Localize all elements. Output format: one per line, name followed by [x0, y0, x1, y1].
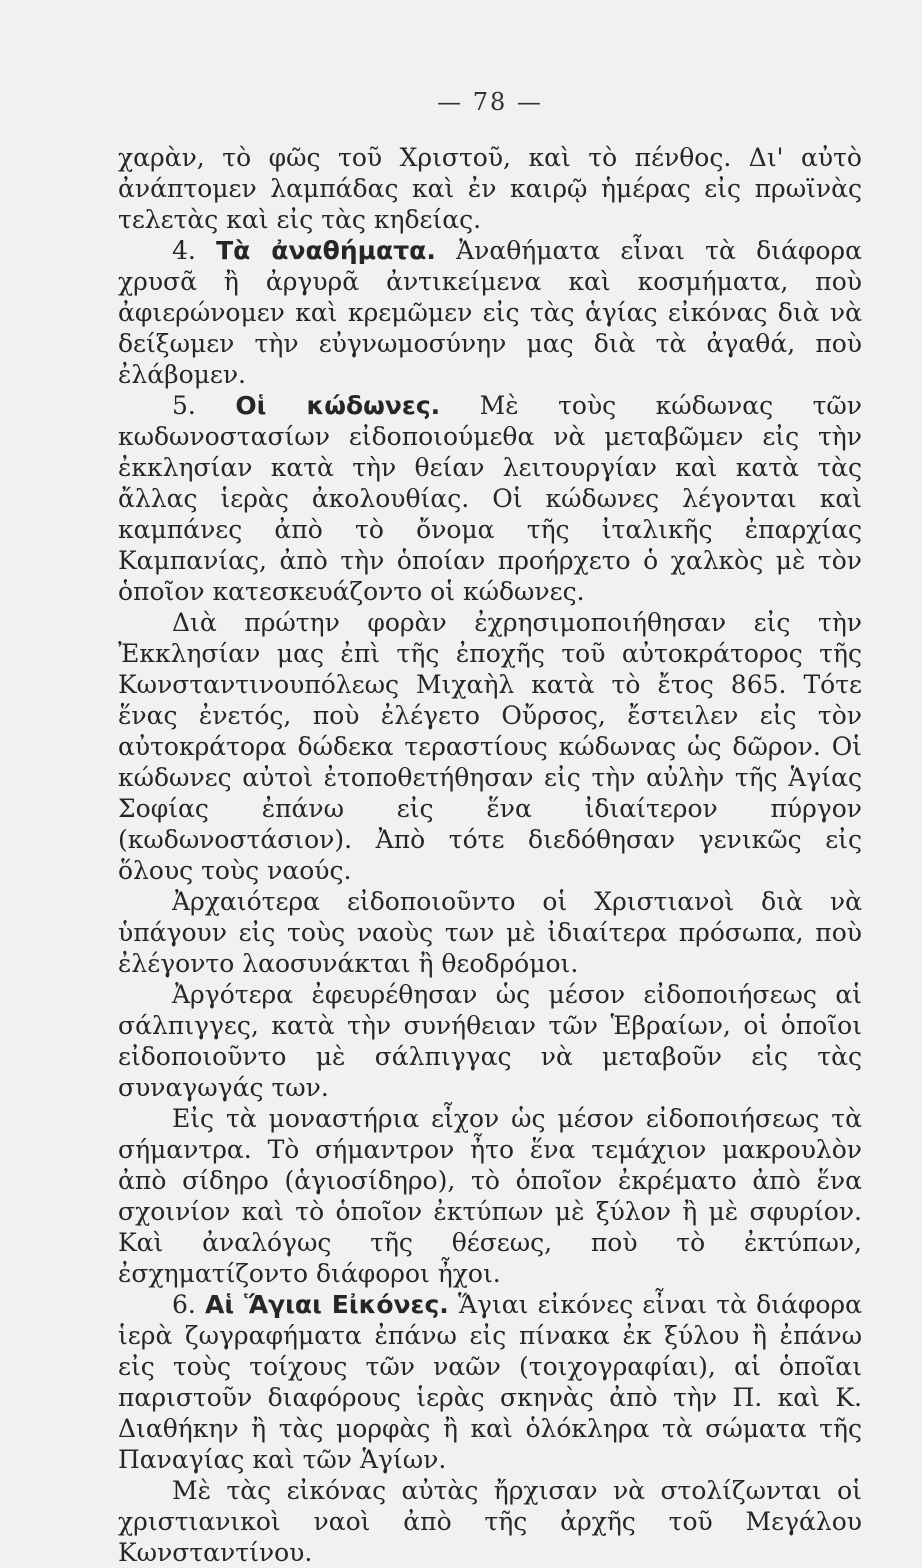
page-number: — 78 —	[437, 88, 543, 116]
paragraph-text: Διὰ πρώτην φορὰν ἐχρησιμοποιήθησαν εἰς τὴν Ἐκκλησίαν μας ἐπὶ τῆς ἐποχῆς τοῦ αὐτοκράτορος τῆς Κωνσταντινουπόλεως Μιχαὴλ κατὰ τὸ ἔτος 865. Τότε ἕνας ἐνετός, ποὺ ἐλέγετο Οὔρσος, ἔστειλεν εἰς τὸν αὐτοκράτορα δώδεκα τεραστίους κώδωνας ὡς δῶρον. Οἱ κώδωνες αὐτοὶ ἐτοποθετήθησαν εἰς τὴν αὐλὴν τῆς Ἁγίας Σοφίας ἐπάνω εἰς ἕνα ἰδιαίτερον πύργον (κωδωνοστάσιον). Ἀπὸ τότε διεδόθησαν γενικῶς εἰς ὅλους τοὺς ναούς.	[118, 608, 862, 885]
paragraph-text: χαρὰν, τὸ φῶς τοῦ Χριστοῦ, καὶ τὸ πένθος. Δι' αὐτὸ ἀνάπτομεν λαμπάδας καὶ ἐν καιρῷ ἡμέρας εἰς πρωϊνὰς τελετὰς καὶ εἰς τὰς κηδείας.	[118, 143, 862, 234]
body-text	[118, 142, 862, 1568]
paragraph-text: Ἀργότερα ἐφευρέθησαν ὡς μέσον εἰδοποιήσεως αἱ σάλπιγγες, κατὰ τὴν συνήθειαν τῶν Ἑβραίων, οἱ ὁποῖοι εἰδοποιοῦντο μὲ σάλπιγγας νὰ μεταβοῦν εἰς τὰς συναγωγάς των.	[118, 980, 862, 1102]
section-number: 4.	[172, 236, 196, 265]
section-title: Τὰ ἀναθήματα.	[216, 236, 436, 265]
paragraph-text: Μὲ τοὺς κώδωνας τῶν κωδωνοστασίων εἰδοποιούμεθα νὰ μεταβῶμεν εἰς τὴν ἐκκλησίαν κατὰ τὴν θείαν λειτουργίαν καὶ κατὰ τὰς ἄλλας ἱερὰς ἀκολουθίας. Οἱ κώδωνες λέγονται καὶ καμπάνες ἀπὸ τὸ ὄνομα τῆς ἰταλικῆς ἐπαρχίας Καμπανίας, ἀπὸ τὴν ὁποίαν προήρχετο ὁ χαλκὸς μὲ τὸν ὁποῖον κατεσκευάζοντο οἱ κώδωνες.	[118, 391, 862, 606]
paragraph-text: Ἅγιαι εἰκόνες εἶναι τὰ διάφορα ἱερὰ ζωγραφήματα ἐπάνω εἰς πίνακα ἐκ ξύλου ἢ ἐπάνω εἰς τοὺς τοίχους τῶν ναῶν (τοιχογραφίαι), αἱ ὁποῖαι παριστοῦν διαφόρους ἱερὰς σκηνὰς ἀπὸ τὴν Π. καὶ Κ. Διαθήκην ἢ τὰς μορφὰς ἢ καὶ ὁλόκληρα τὰ σώματα τῆς Παναγίας καὶ τῶν Ἁγίων.	[118, 1290, 863, 1474]
paragraph	[118, 142, 862, 235]
paragraph	[118, 979, 862, 1103]
section-4-paragraph	[118, 235, 862, 390]
paragraph-text: Εἰς τὰ μοναστήρια εἶχον ὡς μέσον εἰδοποιήσεως τὰ σήμαντρα. Τὸ σήμαντρον ἦτο ἕνα τεμάχιον μακρουλὸν ἀπὸ σίδηρο (ἁγιοσίδηρο), τὸ ὁποῖον ἐκρέματο ἀπὸ ἕνα σχοινίον καὶ τὸ ὁποῖον ἐκτύπων μὲ ξύλον ἢ μὲ σφυρίον. Καὶ ἀναλόγως τῆς θέσεως, ποὺ τὸ ἐκτύπων, ἐσχηματίζοντο διάφοροι ἦχοι.	[118, 1104, 862, 1288]
paragraph-text: Μὲ τὰς εἰκόνας αὐτὰς ἤρχισαν νὰ στολίζωνται οἱ χριστιανικοὶ ναοὶ ἀπὸ τῆς ἀρχῆς τοῦ Μεγάλου Κωνσταντίνου.	[118, 1476, 862, 1567]
paragraph-text: Ἀρχαιότερα εἰδοποιοῦντο οἱ Χριστιανοὶ διὰ νὰ ὑπάγουν εἰς τοὺς ναοὺς των μὲ ἰδιαίτερα πρόσωπα, ποὺ ἐλέγοντο λαοσυνάκται ἢ θεοδρόμοι.	[118, 887, 862, 978]
paragraph	[118, 1103, 862, 1289]
paragraph	[118, 607, 862, 886]
section-number: 6.	[172, 1290, 196, 1319]
section-title: Οἱ κώδωνες.	[235, 391, 441, 420]
section-number: 5.	[172, 391, 196, 420]
paragraph	[118, 886, 862, 979]
paragraph-text: Ἀναθήματα εἶναι τὰ διάφορα χρυσᾶ ἢ ἀργυρᾶ ἀντικείμενα καὶ κοσμήματα, ποὺ ἀφιερώνομεν καὶ κρεμῶμεν εἰς τὰς ἁγίας εἰκόνας διὰ νὰ δείξωμεν τὴν εὐγνωμοσύνην μας διὰ τὰ ἀγαθά, ποὺ ἐλάβομεν.	[118, 236, 862, 389]
section-6-paragraph	[118, 1289, 862, 1475]
paragraph	[118, 1475, 862, 1568]
section-title: Αἱ Ἅγιαι Εἰκόνες.	[205, 1290, 449, 1319]
section-5-paragraph	[118, 390, 862, 607]
